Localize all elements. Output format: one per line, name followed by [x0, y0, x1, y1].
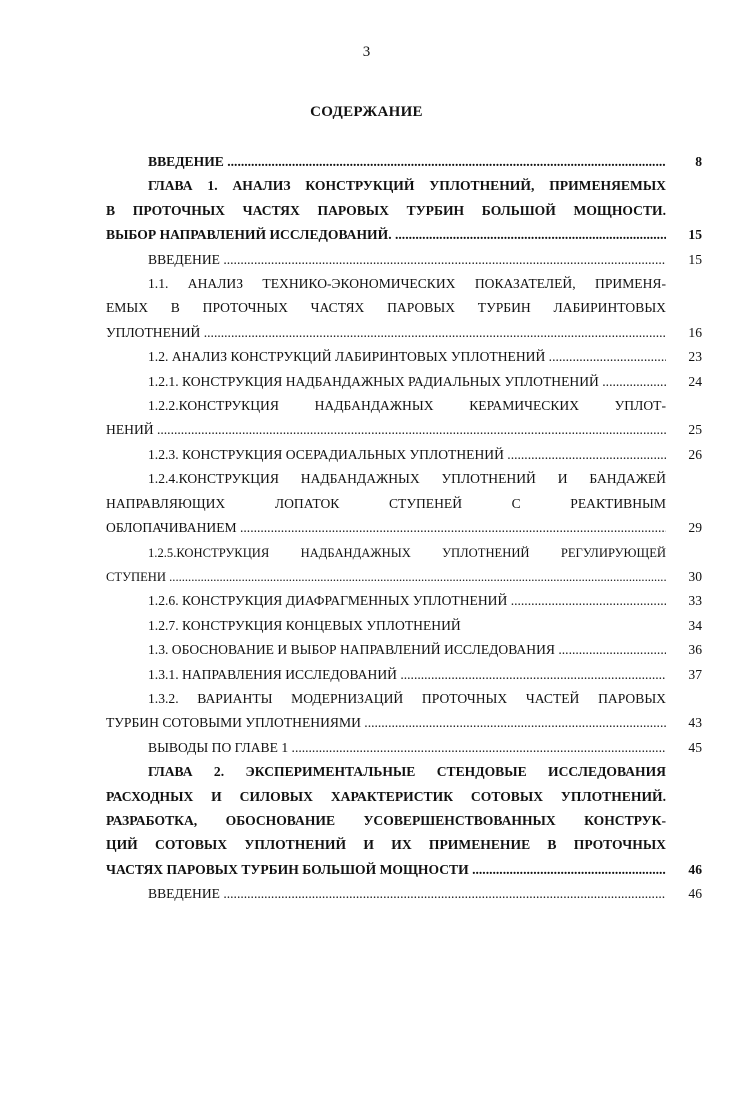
toc-entry-1-2-1 [106, 370, 706, 394]
toc-entry-text-last: ТУРБИН СОТОВЫМИ УПЛОТНЕНИЯМИ ..... [106, 711, 666, 735]
toc-entry-page: 37 [688, 666, 702, 682]
toc-entry-page: 46 [688, 886, 702, 902]
toc-entry-1-2-2 [106, 394, 706, 443]
toc-entry-chapter-2-intro [106, 882, 706, 906]
toc-entry-page: 45 [688, 739, 702, 755]
toc-entry-text: ВЫВОДЫ ПО ГЛАВЕ 1 ..... [148, 736, 666, 760]
toc-entry-1-2-6 [106, 589, 706, 613]
toc-entry-1-2-4 [106, 467, 706, 540]
toc-entry-text: 1.2.4.КОНСТРУКЦИЯ НАДБАНДАЖНЫХ УПЛОТНЕНИЙ И БАНДАЖЕЙ [148, 471, 666, 487]
toc-entry-text: 1.2. АНАЛИЗ КОНСТРУКЦИЙ ЛАБИРИНТОВЫХ УПЛОТНЕНИЙ ..... [148, 345, 666, 369]
toc-entry-text: ВВЕДЕНИЕ ..... [148, 248, 666, 272]
toc-entry-text-cont: ЦИЙ СОТОВЫХ УПЛОТНЕНИЙ И ИХ ПРИМЕНЕНИЕ В ПРОТОЧНЫХ [106, 837, 666, 853]
toc-entry-text-last: УПЛОТНЕНИЙ ..... [106, 321, 666, 345]
toc-entry-page: 34 [688, 617, 702, 633]
toc-entry-text-last: СТУПЕНИ ..... [106, 565, 666, 589]
toc-entry-text-last: ЧАСТЯХ ПАРОВЫХ ТУРБИН БОЛЬШОЙ МОЩНОСТИ ..... [106, 858, 666, 882]
toc-entry-text: 1.3.2. ВАРИАНТЫ МОДЕРНИЗАЦИЙ ПРОТОЧНЫХ ЧАСТЕЙ ПАРОВЫХ [148, 690, 666, 706]
toc-entry-1-3 [106, 638, 706, 662]
toc-entry-text: ВВЕДЕНИЕ ..... [106, 150, 666, 174]
toc-entry-page: 23 [688, 349, 702, 365]
toc-entry-text: 1.2.1. КОНСТРУКЦИЯ НАДБАНДАЖНЫХ РАДИАЛЬНЫХ УПЛОТНЕНИЙ ..... [148, 370, 666, 394]
toc-entry-text: 1.2.3. КОНСТРУКЦИЯ ОСЕРАДИАЛЬНЫХ УПЛОТНЕНИЙ ..... [148, 443, 666, 467]
toc-entry-1-1 [106, 272, 706, 345]
toc-entry-page: 8 [695, 154, 702, 169]
toc-entry-1-2-5 [106, 541, 706, 590]
toc-entry-text-cont: РАСХОДНЫХ И СИЛОВЫХ ХАРАКТЕРИСТИК СОТОВЫХ УПЛОТНЕНИЙ. [106, 788, 666, 804]
toc-entry-text-cont: В ПРОТОЧНЫХ ЧАСТЯХ ПАРОВЫХ ТУРБИН БОЛЬШОЙ МОЩНОСТИ. [106, 202, 666, 218]
toc-entry-page: 26 [688, 446, 702, 462]
toc-entry-page: 15 [688, 251, 702, 267]
page-number: 3 [362, 44, 371, 60]
toc-entry-conclusions-1 [106, 736, 706, 760]
toc-entry-text-last: ВЫБОР НАПРАВЛЕНИЙ ИССЛЕДОВАНИЙ. ..... [106, 223, 666, 247]
toc-entry-text: 1.2.5.КОНСТРУКЦИЯ НАДБАНДАЖНЫХ УПЛОТНЕНИЙ РЕГУЛИРУЮЩЕЙ [148, 545, 666, 560]
toc-entry-1-2-7 [106, 614, 706, 638]
toc-entry-page: 36 [688, 642, 702, 658]
table-of-contents [106, 150, 706, 907]
toc-entry-page: 29 [688, 520, 702, 536]
toc-entry-page: 25 [688, 422, 702, 438]
toc-entry-text-last: НЕНИЙ ..... [106, 418, 666, 442]
toc-entry-1-3-1 [106, 663, 706, 687]
toc-entry-text: 1.3. ОБОСНОВАНИЕ И ВЫБОР НАПРАВЛЕНИЙ ИССЛЕДОВАНИЯ ..... [148, 638, 666, 662]
toc-entry-chapter-1 [106, 174, 706, 247]
toc-entry-text: 1.2.6. КОНСТРУКЦИЯ ДИАФРАГМЕННЫХ УПЛОТНЕНИЙ ..... [148, 589, 666, 613]
toc-entry-1-3-2 [106, 687, 706, 736]
toc-entry-1-2-3 [106, 443, 706, 467]
toc-entry-chapter-1-intro [106, 248, 706, 272]
toc-entry-text: 1.3.1. НАПРАВЛЕНИЯ ИССЛЕДОВАНИЙ ..... [148, 663, 666, 687]
toc-entry-text-cont: НАПРАВЛЯЮЩИХ ЛОПАТОК СТУПЕНЕЙ С РЕАКТИВНЫМ [106, 495, 666, 511]
toc-entry-text: ГЛАВА 2. ЭКСПЕРИМЕНТАЛЬНЫЕ СТЕНДОВЫЕ ИССЛЕДОВАНИЯ [148, 764, 666, 780]
toc-entry-page: 15 [688, 227, 702, 243]
toc-entry-page: 16 [688, 324, 702, 340]
toc-entry-text: ГЛАВА 1. АНАЛИЗ КОНСТРУКЦИЙ УПЛОТНЕНИЙ, ПРИМЕНЯЕМЫХ [148, 178, 666, 194]
toc-entry-page: 30 [688, 568, 702, 584]
toc-entry-text: 1.2.7. КОНСТРУКЦИЯ КОНЦЕВЫХ УПЛОТНЕНИЙ [148, 617, 461, 633]
toc-entry-introduction [106, 150, 706, 174]
toc-entry-text: ВВЕДЕНИЕ ..... [148, 882, 666, 906]
toc-entry-page: 43 [688, 715, 702, 731]
toc-entry-chapter-2 [106, 760, 706, 882]
toc-entry-page: 33 [688, 593, 702, 609]
toc-entry-page: 24 [688, 373, 702, 389]
toc-entry-text: 1.2.2.КОНСТРУКЦИЯ НАДБАНДАЖНЫХ КЕРАМИЧЕСКИХ УПЛОТ- [148, 398, 666, 414]
toc-entry-text-last: ОБЛОПАЧИВАНИЕМ ..... [106, 516, 666, 540]
toc-entry-text-cont: РАЗРАБОТКА, ОБОСНОВАНИЕ УСОВЕРШЕНСТВОВАННЫХ КОНСТРУК- [106, 812, 666, 828]
toc-entry-text: 1.1. АНАЛИЗ ТЕХНИКО-ЭКОНОМИЧЕСКИХ ПОКАЗАТЕЛЕЙ, ПРИМЕНЯ- [148, 276, 666, 292]
toc-title: СОДЕРЖАНИЕ [310, 104, 423, 120]
toc-entry-text-cont: ЕМЫХ В ПРОТОЧНЫХ ЧАСТЯХ ПАРОВЫХ ТУРБИН ЛАБИРИНТОВЫХ [106, 300, 666, 316]
toc-entry-page: 46 [688, 861, 702, 877]
toc-entry-1-2 [106, 345, 706, 369]
